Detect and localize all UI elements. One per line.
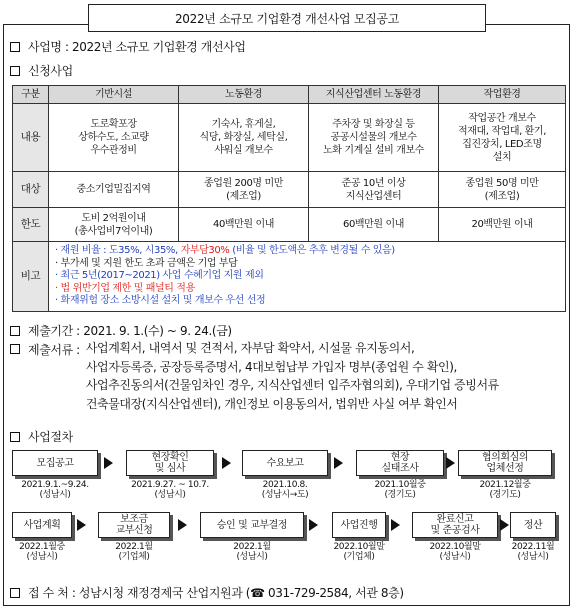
step-title: 및 심사	[154, 463, 186, 474]
step-date-text: 2022.1월중	[19, 542, 65, 552]
list-item: 사업추진동의서(건물임차인 경우, 지식산업센터 입주자협의회), 우대기업 증빙서류	[85, 378, 499, 392]
step-title: 수요보고	[266, 457, 304, 469]
procedure-step	[332, 512, 386, 538]
step-date	[346, 480, 454, 500]
documents-list	[86, 339, 499, 413]
contact-info: 접 수 처 : 성남시청 재정경제국 산업지원과 (☎ 031-729-2584, 서관 8층)	[28, 586, 404, 600]
checkbox-square-icon	[10, 432, 20, 442]
arrow-right-icon	[77, 519, 86, 531]
step-title: 사업계획	[23, 519, 61, 531]
step-title: 정산	[523, 519, 543, 531]
submission-period: 제출기간 : 2021. 9. 1.(수) ~ 9. 24.(금)	[28, 324, 232, 338]
step-date	[322, 542, 396, 562]
step-date-text: 2022.1월	[233, 542, 271, 552]
table-cell: 60백만원 이내	[309, 208, 439, 242]
table-cell: 20백만원 이내	[439, 208, 566, 242]
apply-section-label: 신청사업	[28, 64, 73, 78]
step-date	[116, 480, 224, 500]
list-item: 사업계획서, 내역서 및 견적서, 자부담 확약서, 시설물 유지동의서,	[85, 341, 415, 355]
table-header: 기반시설	[49, 86, 179, 104]
procedure-step	[356, 450, 444, 476]
step-org-text: (성남시)	[236, 552, 268, 562]
documents-line	[10, 341, 499, 413]
table-cell: 기숙사, 휴게실, 식당, 화장실, 세탁실, 샤워실 개보수	[179, 104, 309, 172]
step-title: 업체선정	[486, 463, 524, 474]
checkbox-square-icon	[10, 42, 20, 52]
row-label: 내용	[13, 104, 49, 172]
table-header: 작업환경	[439, 86, 566, 104]
table-cell: 도비 2억원이내 (총사업비7억이내)	[49, 208, 179, 242]
step-date-text: 2022.10월말	[429, 542, 481, 552]
checkbox-square-icon	[10, 66, 20, 76]
arrow-right-icon	[104, 457, 113, 469]
procedure-line	[10, 428, 73, 445]
table-row	[13, 208, 566, 242]
step-date-text: 2022.1월	[115, 542, 153, 552]
step-date-text: 2021.10.8.	[262, 480, 308, 490]
arrow-right-icon	[446, 457, 455, 469]
step-org-text: (기업체)	[118, 552, 150, 562]
table-cell: 종업원 50명 미만 (제조업)	[439, 172, 566, 208]
apply-section-line	[10, 62, 73, 79]
step-date	[448, 480, 562, 500]
table-row	[13, 104, 566, 172]
step-title: 완료신고	[436, 514, 474, 525]
step-org-text: (기업체)	[343, 552, 375, 562]
step-title: 실태조사	[381, 463, 419, 474]
step-date-text: 2022.10월말	[333, 542, 385, 552]
table-cell: 주차장 및 화장실 등 공공시설물의 개보수 노화 기계실 설비 개보수	[309, 104, 439, 172]
procedure-label: 사업절차	[28, 430, 73, 444]
procedure-step	[200, 512, 304, 538]
step-title: 승인 및 교부결정	[216, 519, 288, 531]
notes-cell: · 재원 비율 : 도35%, 시35%, 자부담30% (비율 및 한도액은 추후 변경될 수 있음) · 부가세 및 지원 한도 초과 금액은 기업 부담 · 최근 5년(2017~2021) 사업 수혜기업 지원 제외 · 법 위반기업 제한 및 패널티 적용 · 화재위험 장소 소방시설 설치 및 개보수 우선 선정	[49, 242, 566, 312]
step-date-text: 2021.10월중	[374, 480, 426, 490]
arrow-right-icon	[334, 457, 343, 469]
step-org-text: (성남시)	[26, 552, 58, 562]
contact-line	[10, 584, 404, 601]
step-title: 보조금	[120, 514, 148, 525]
procedure-step	[98, 512, 170, 538]
arrow-right-icon	[309, 519, 318, 531]
step-org-text: (성남시)	[39, 490, 71, 500]
step-org-text: (성남시)	[154, 490, 186, 500]
step-date	[402, 542, 508, 562]
step-date	[500, 542, 566, 562]
project-name: 사업명 : 2022년 소규모 기업환경 개선사업	[28, 40, 246, 54]
step-title: 현장	[390, 452, 410, 463]
project-name-line	[10, 38, 246, 55]
list-item: 건축물대장(지식산업센터), 개인정보 이용동의서, 법위반 사실 여부 확인서	[85, 396, 458, 411]
period-line	[10, 322, 232, 339]
row-label: 한도	[13, 208, 49, 242]
checkbox-square-icon	[10, 344, 20, 354]
step-date	[2, 542, 82, 562]
checkbox-square-icon	[10, 588, 20, 598]
page-title: 2022년 소규모 기업환경 개선사업 모집공고	[88, 4, 486, 32]
step-org-text: (성남시)	[439, 552, 471, 562]
step-title: 및 준공검사	[430, 525, 480, 536]
table-cell: 40백만원 이내	[179, 208, 309, 242]
row-label: 비고	[13, 242, 49, 312]
table-row	[13, 242, 566, 312]
step-title: 사업진행	[340, 519, 378, 531]
program-table	[12, 85, 566, 312]
step-date-text: 2021.12월중	[479, 480, 531, 490]
table-header: 지식산업센터 노동환경	[309, 86, 439, 104]
step-title: 현장확인	[151, 452, 189, 463]
arrow-right-icon	[178, 519, 187, 531]
arrow-right-icon	[391, 519, 400, 531]
table-header: 노동환경	[179, 86, 309, 104]
step-title: 협의회심의	[481, 452, 529, 463]
procedure-step	[242, 450, 328, 476]
procedure-step	[12, 512, 72, 538]
table-cell: 준공 10년 이상 지식산업센터	[309, 172, 439, 208]
table-cell: 도로확포장 상하수도, 소교량 우수관정비	[49, 104, 179, 172]
step-date-text: 2021.9.27. ~ 10.7.	[131, 480, 209, 490]
step-title: 모집공고	[36, 457, 74, 469]
step-date	[2, 480, 108, 500]
procedure-step	[12, 450, 98, 476]
step-date	[190, 542, 314, 562]
step-org-text: (성남시→도)	[261, 490, 309, 500]
procedure-step	[412, 512, 498, 538]
procedure-step	[458, 450, 552, 476]
arrow-right-icon	[500, 519, 509, 531]
step-date-text: 2021.9.1.~9.24.	[21, 480, 89, 490]
step-date	[232, 480, 338, 500]
step-org-text: (성남시)	[517, 552, 549, 562]
list-item: 사업자등록증, 공장등록증명서, 4대보험납부 가입자 명부(종업원 수 확인),	[85, 359, 457, 374]
step-date-text: 2022.11월	[511, 542, 555, 552]
table-cell: 종업원 200명 미만 (제조업)	[179, 172, 309, 208]
checkbox-square-icon	[10, 326, 20, 336]
step-org-text: (경기도)	[489, 490, 521, 500]
row-label: 대상	[13, 172, 49, 208]
procedure-step	[126, 450, 214, 476]
procedure-step	[510, 512, 556, 538]
step-org-text: (경기도)	[384, 490, 416, 500]
arrow-right-icon	[222, 457, 231, 469]
step-title: 교부신청	[115, 525, 153, 536]
table-header: 구분	[13, 86, 49, 104]
step-date	[88, 542, 180, 562]
table-cell: 중소기업밀집지역	[49, 172, 179, 208]
documents-label: 제출서류 :	[28, 343, 80, 357]
table-cell: 작업공간 개보수 적재대, 작업대, 환기, 집진장치, LED조명 설치	[439, 104, 566, 172]
table-row	[13, 172, 566, 208]
